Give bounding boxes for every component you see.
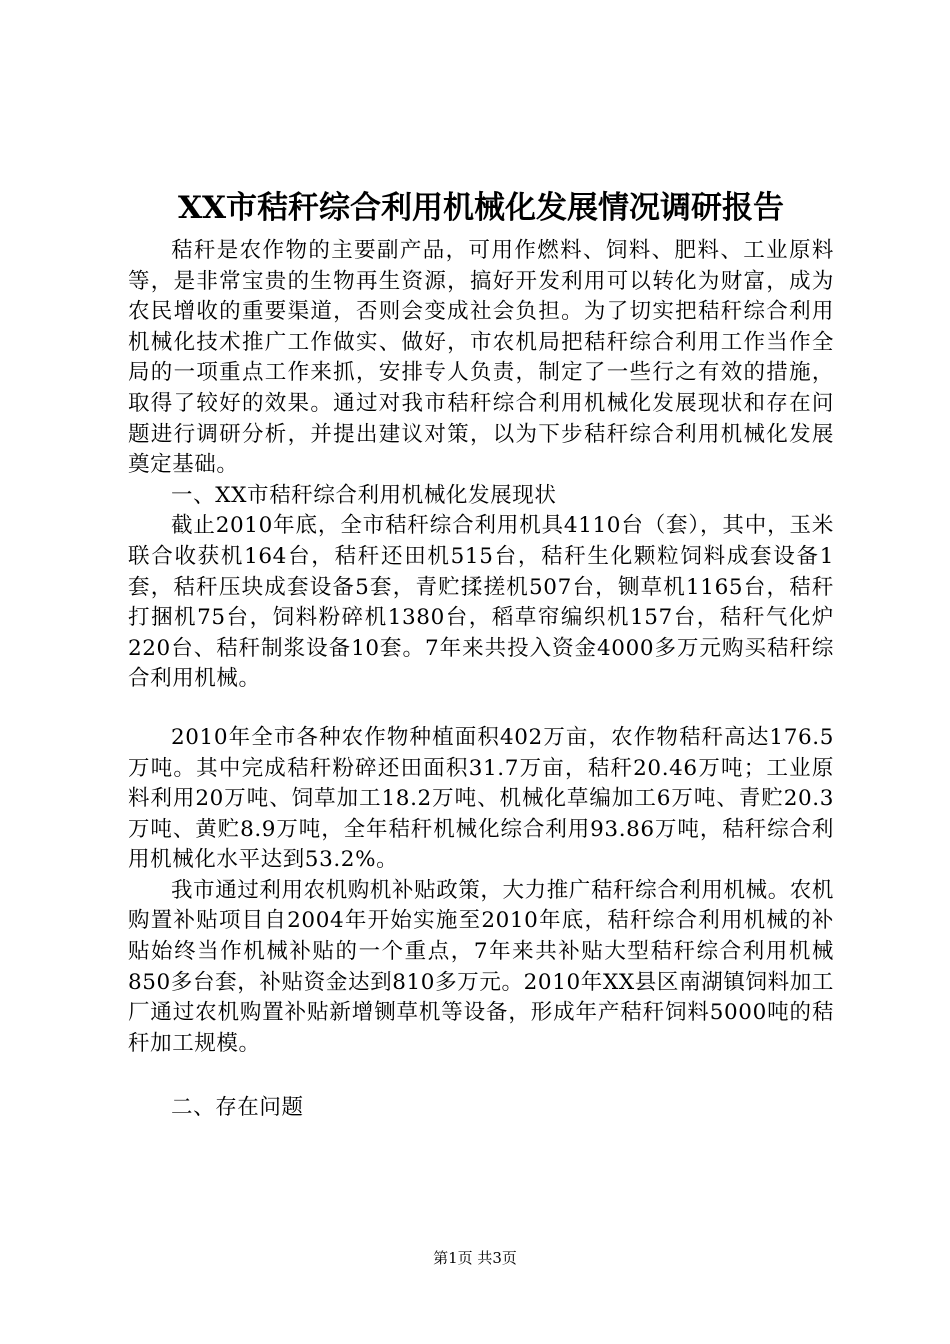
paragraph-intro: 秸秆是农作物的主要副产品，可用作燃料、饲料、肥料、工业原料等，是非常宝贵的生物再生资源，搞好开发利用可以转化为财富，成为农民增收的重要渠道，否则会变成社会负担。为了切实把秸秆综合利用机械化技术推广工作做实、做好，市农机局把秸秆综合利用工作当作全局的一项重点工作来抓，安排专人负责，制定了一些行之有效的措施，取得了较好的效果。通过对我市秸秆综合利用机械化发展现状和存在问题进行调研分析，并提出建议对策，以为下步秸秆综合利用机械化发展奠定基础。	[128, 238, 834, 478]
document-page	[128, 0, 834, 1344]
paragraph-utilization-2010: 2010年全市各种农作物种植面积402万亩，农作物秸秆高达176.5万吨。其中完成秸秆粉碎还田面积31.7万亩，秸秆20.46万吨；工业原料利用20万吨、饲草加工18.2万吨、机械化草编加工6万吨、青贮20.3万吨、黄贮8.9万吨，全年秸秆机械化综合利用93.86万吨，秸秆综合利用机械化水平达到53.2%。	[128, 724, 834, 873]
paragraph-machinery-count: 截止2010年底，全市秸秆综合利用机具4110台（套），其中，玉米联合收获机164台，秸秆还田机515台，秸秆生化颗粒饲料成套设备1套，秸秆压块成套设备5套，青贮揉搓机507台，铡草机1165台，秸秆打捆机75台，饲料粉碎机1380台，稻草帘编织机157台，秸秆气化炉220台、秸秆制浆设备10套。7年来共投入资金4000多万元购买秸秆综合利用机械。	[128, 513, 834, 692]
document-body	[128, 236, 834, 1124]
page-indicator: 第1页 共3页	[433, 1249, 517, 1267]
section-heading-status: 一、XX市秸秆综合利用机械化发展现状	[171, 482, 557, 508]
paragraph-subsidy: 我市通过利用农机购机补贴政策，大力推广秸秆综合利用机械。农机购置补贴项目自2004年开始实施至2010年底，秸秆综合利用机械的补贴始终当作机械补贴的一个重点，7年来共补贴大型秸秆综合利用机械850多台套，补贴资金达到810多万元。2010年XX县区南湖镇饲料加工厂通过农机购置补贴新增铡草机等设备，形成年产秸秆饲料5000吨的秸秆加工规模。	[128, 877, 835, 1056]
spacer	[128, 1059, 834, 1093]
document-title: XX市秸秆综合利用机械化发展情况调研报告	[177, 190, 785, 226]
spacer	[128, 695, 834, 723]
section-heading-problems: 二、存在问题	[171, 1095, 304, 1121]
